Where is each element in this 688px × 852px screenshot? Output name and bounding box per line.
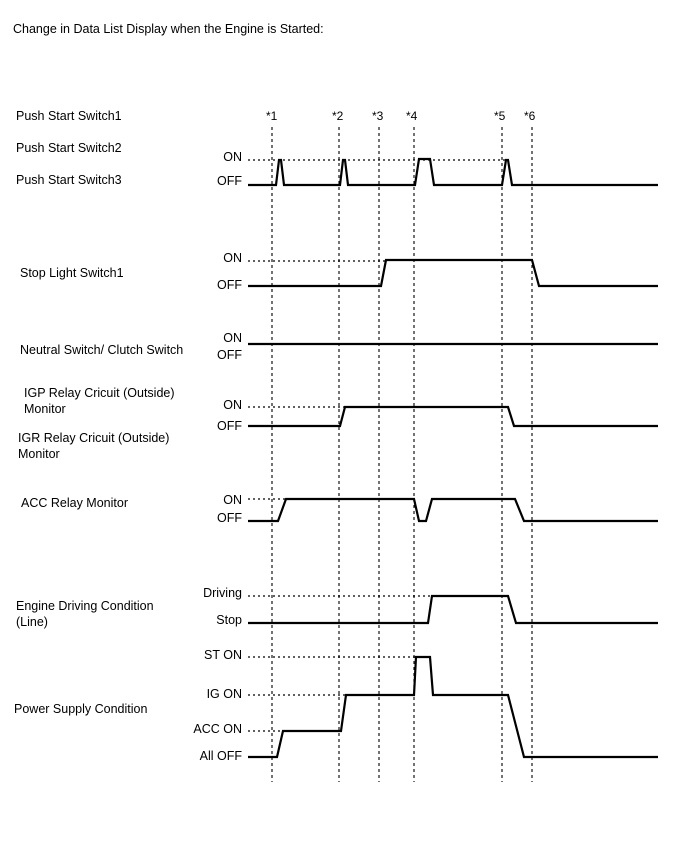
marker-5: *5: [494, 109, 506, 123]
stop-light-waveform: [248, 260, 658, 286]
page-title: Change in Data List Display when the Engine is Started:: [13, 22, 324, 36]
power-acc-on-label: ACC ON: [193, 722, 242, 736]
igr-relay-label-line2: Monitor: [18, 447, 60, 461]
stop-light-switch-label: Stop Light Switch1: [20, 266, 124, 280]
acc-relay-on-label: ON: [223, 493, 242, 507]
power-supply-label: Power Supply Condition: [14, 702, 148, 716]
power-waveform: [248, 657, 658, 757]
stop-light-off-label: OFF: [217, 278, 242, 292]
relay-on-label: ON: [223, 398, 242, 412]
igr-relay-label: IGR Relay Cricuit (Outside): [18, 431, 170, 445]
neutral-on-label: ON: [223, 331, 242, 345]
acc-relay-label: ACC Relay Monitor: [21, 496, 128, 510]
igp-relay-label-line2: Monitor: [24, 402, 66, 416]
push-start-off-label: OFF: [217, 174, 242, 188]
stop-light-on-label: ON: [223, 251, 242, 265]
engine-driving-label: Driving: [203, 586, 242, 600]
neutral-switch-label: Neutral Switch/ Clutch Switch: [20, 343, 184, 357]
marker-6: *6: [524, 109, 536, 123]
push-start-switch1-label: Push Start Switch1: [16, 109, 122, 123]
engine-condition-label: Engine Driving Condition: [16, 599, 154, 613]
marker-3: *3: [372, 109, 384, 123]
relay-circuit-row: [18, 386, 658, 461]
acc-relay-waveform: [248, 499, 658, 521]
power-all-off-label: All OFF: [199, 749, 242, 763]
marker-4: *4: [406, 109, 418, 123]
neutral-off-label: OFF: [217, 348, 242, 362]
relay-waveform: [248, 407, 658, 426]
engine-condition-row: [16, 586, 658, 629]
event-lines: [272, 127, 532, 782]
acc-relay-row: [21, 493, 658, 525]
engine-condition-label-line2: (Line): [16, 615, 48, 629]
igp-relay-label: IGP Relay Cricuit (Outside): [24, 386, 175, 400]
marker-2: *2: [332, 109, 344, 123]
power-ig-on-label: IG ON: [206, 687, 242, 701]
acc-relay-off-label: OFF: [217, 511, 242, 525]
push-start-waveform: [248, 159, 658, 185]
power-st-on-label: ST ON: [204, 648, 242, 662]
relay-off-label: OFF: [217, 419, 242, 433]
marker-1: *1: [266, 109, 278, 123]
engine-stop-label: Stop: [216, 613, 242, 627]
push-start-switch3-label: Push Start Switch3: [16, 173, 122, 187]
push-start-switch2-label: Push Start Switch2: [16, 141, 122, 155]
push-start-on-label: ON: [223, 150, 242, 164]
power-supply-row: [14, 648, 658, 763]
engine-waveform: [248, 596, 658, 623]
